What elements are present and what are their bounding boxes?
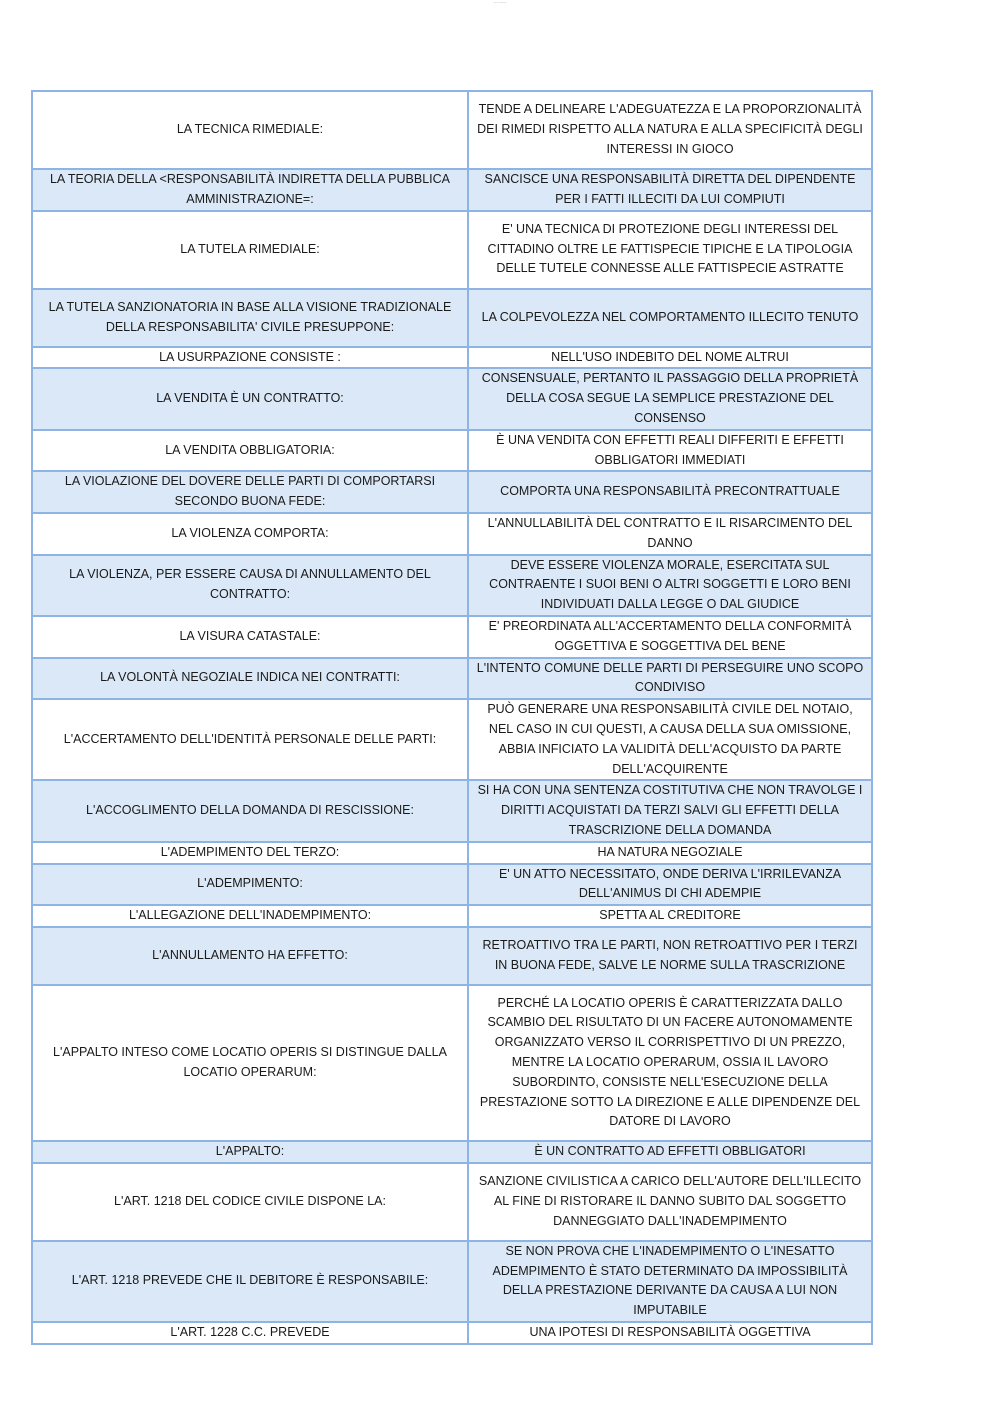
question-cell: LA TUTELA RIMEDIALE:: [32, 211, 468, 289]
question-cell: LA VENDITA OBBLIGATORIA:: [32, 430, 468, 472]
answer-cell: COMPORTA UNA RESPONSABILITÀ PRECONTRATTUALE: [468, 471, 872, 513]
answer-cell: PUÒ GENERARE UNA RESPONSABILITÀ CIVILE DEL NOTAIO, NEL CASO IN CUI QUESTI, A CAUSA DELLA SUA OMISSIONE, ABBIA INFICIATO LA VALIDITÀ DELL'ACQUISTO DA PARTE DELL'ACQUIRENTE: [468, 699, 872, 780]
table-row: [32, 169, 872, 211]
question-cell: LA VISURA CATASTALE:: [32, 616, 468, 658]
table-row: [32, 430, 872, 472]
answer-cell: È UNA VENDITA CON EFFETTI REALI DIFFERITI E EFFETTI OBBLIGATORI IMMEDIATI: [468, 430, 872, 472]
table-row: [32, 513, 872, 555]
question-cell: L'ADEMPIMENTO DEL TERZO:: [32, 842, 468, 864]
answer-cell: E' UN ATTO NECESSITATO, ONDE DERIVA L'IRRILEVANZA DELL'ANIMUS DI CHI ADEMPIE: [468, 864, 872, 906]
table-row: [32, 555, 872, 616]
answer-cell: DEVE ESSERE VIOLENZA MORALE, ESERCITATA SUL CONTRAENTE I SUOI BENI O ALTRI SOGGETTI E LORO BENI INDIVIDUATI DALLA LEGGE O DAL GIUDICE: [468, 555, 872, 616]
table-row: [32, 905, 872, 927]
table-row: [32, 699, 872, 780]
table-row: [32, 658, 872, 700]
question-cell: L'APPALTO INTESO COME LOCATIO OPERIS SI DISTINGUE DALLA LOCATIO OPERARUM:: [32, 985, 468, 1141]
table-row: [32, 211, 872, 289]
answer-cell: SI HA CON UNA SENTENZA COSTITUTIVA CHE NON TRAVOLGE I DIRITTI ACQUISTATI DA TERZI SALVI GLI EFFETTI DELLA TRASCRIZIONE DELLA DOMANDA: [468, 780, 872, 841]
question-cell: LA VIOLENZA COMPORTA:: [32, 513, 468, 555]
table-row: [32, 1322, 872, 1344]
answer-cell: UNA IPOTESI DI RESPONSABILITÀ OGGETTIVA: [468, 1322, 872, 1344]
table-row: [32, 289, 872, 347]
table-row: [32, 780, 872, 841]
question-cell: LA TUTELA SANZIONATORIA IN BASE ALLA VISIONE TRADIZIONALE DELLA RESPONSABILITA' CIVILE PRESUPPONE:: [32, 289, 468, 347]
answer-cell: È UN CONTRATTO AD EFFETTI OBBLIGATORI: [468, 1141, 872, 1163]
table-row: [32, 616, 872, 658]
question-cell: LA VENDITA È UN CONTRATTO:: [32, 368, 468, 429]
question-cell: L'APPALTO:: [32, 1141, 468, 1163]
question-cell: L'ADEMPIMENTO:: [32, 864, 468, 906]
table-row: [32, 471, 872, 513]
question-cell: L'ART. 1218 DEL CODICE CIVILE DISPONE LA:: [32, 1163, 468, 1241]
answer-cell: E' PREORDINATA ALL'ACCERTAMENTO DELLA CONFORMITÀ OGGETTIVA E SOGGETTIVA DEL BENE: [468, 616, 872, 658]
answer-cell: L'INTENTO COMUNE DELLE PARTI DI PERSEGUIRE UNO SCOPO CONDIVISO: [468, 658, 872, 700]
answer-cell: SANCISCE UNA RESPONSABILITÀ DIRETTA DEL DIPENDENTE PER I FATTI ILLECITI DA LUI COMPIUTI: [468, 169, 872, 211]
table-row: [32, 347, 872, 369]
answer-cell: SANZIONE CIVILISTICA A CARICO DELL'AUTORE DELL'ILLECITO AL FINE DI RISTORARE IL DANNO SUBITO DAL SOGGETTO DANNEGGIATO DALL'INADEMPIMENTO: [468, 1163, 872, 1241]
table-row: [32, 1141, 872, 1163]
question-cell: LA TECNICA RIMEDIALE:: [32, 91, 468, 169]
answer-cell: HA NATURA NEGOZIALE: [468, 842, 872, 864]
table-row: [32, 864, 872, 906]
answer-cell: SPETTA AL CREDITORE: [468, 905, 872, 927]
question-answer-table: [31, 90, 873, 1345]
answer-cell: TENDE A DELINEARE L'ADEGUATEZZA E LA PROPORZIONALITÀ DEI RIMEDI RISPETTO ALLA NATURA E ALLA SPECIFICITÀ DEGLI INTERESSI IN GIOCO: [468, 91, 872, 169]
answer-cell: LA COLPEVOLEZZA NEL COMPORTAMENTO ILLECITO TENUTO: [468, 289, 872, 347]
answer-cell: RETROATTIVO TRA LE PARTI, NON RETROATTIVO PER I TERZI IN BUONA FEDE, SALVE LE NORME SULLA TRASCRIZIONE: [468, 927, 872, 985]
question-cell: LA VOLONTÀ NEGOZIALE INDICA NEI CONTRATTI:: [32, 658, 468, 700]
table-row: [32, 368, 872, 429]
question-cell: L'ANNULLAMENTO HA EFFETTO:: [32, 927, 468, 985]
table-row: [32, 985, 872, 1141]
answer-cell: NELL'USO INDEBITO DEL NOME ALTRUI: [468, 347, 872, 369]
question-cell: L'ALLEGAZIONE DELL'INADEMPIMENTO:: [32, 905, 468, 927]
question-cell: LA USURPAZIONE CONSISTE :: [32, 347, 468, 369]
answer-cell: PERCHÉ LA LOCATIO OPERIS È CARATTERIZZATA DALLO SCAMBIO DEL RISULTATO DI UN FACERE AUTONOMAMENTE ORGANIZZATO VERSO IL CORRISPETTIVO DI UN PREZZO, MENTRE LA LOCATIO OPERARUM, OSSIA IL LAVORO SUBORDINTO, CONSISTE NELL'ESECUZIONE DELLA PRESTAZIONE SOTTO LA DIREZIONE E ALLE DIPENDENZE DEL DATORE DI LAVORO: [468, 985, 872, 1141]
table-row: [32, 1163, 872, 1241]
answer-cell: E' UNA TECNICA DI PROTEZIONE DEGLI INTERESSI DEL CITTADINO OLTRE LE FATTISPECIE TIPICHE E LA TIPOLOGIA DELLE TUTELE CONNESSE ALLE FATTISPECIE ASTRATTE: [468, 211, 872, 289]
question-cell: LA VIOLENZA, PER ESSERE CAUSA DI ANNULLAMENTO DEL CONTRATTO:: [32, 555, 468, 616]
question-cell: L'ACCERTAMENTO DELL'IDENTITÀ PERSONALE DELLE PARTI:: [32, 699, 468, 780]
question-cell: L'ACCOGLIMENTO DELLA DOMANDA DI RESCISSIONE:: [32, 780, 468, 841]
table-row: [32, 842, 872, 864]
question-cell: LA TEORIA DELLA <RESPONSABILITÀ INDIRETTA DELLA PUBBLICA AMMINISTRAZIONE=:: [32, 169, 468, 211]
question-cell: L'ART. 1228 C.C. PREVEDE: [32, 1322, 468, 1344]
question-cell: L'ART. 1218 PREVEDE CHE IL DEBITORE È RESPONSABILE:: [32, 1241, 468, 1322]
page-header-mark: — ——: [493, 0, 507, 4]
table-row: [32, 1241, 872, 1322]
table-row: [32, 927, 872, 985]
answer-cell: SE NON PROVA CHE L'INADEMPIMENTO O L'INESATTO ADEMPIMENTO È STATO DETERMINATO DA IMPOSSIBILITÀ DELLA PRESTAZIONE DERIVANTE DA CAUSA A LUI NON IMPUTABILE: [468, 1241, 872, 1322]
table-row: [32, 91, 872, 169]
question-cell: LA VIOLAZIONE DEL DOVERE DELLE PARTI DI COMPORTARSI SECONDO BUONA FEDE:: [32, 471, 468, 513]
answer-cell: CONSENSUALE, PERTANTO IL PASSAGGIO DELLA PROPRIETÀ DELLA COSA SEGUE LA SEMPLICE PRESTAZIONE DEL CONSENSO: [468, 368, 872, 429]
answer-cell: L'ANNULLABILITÀ DEL CONTRATTO E IL RISARCIMENTO DEL DANNO: [468, 513, 872, 555]
